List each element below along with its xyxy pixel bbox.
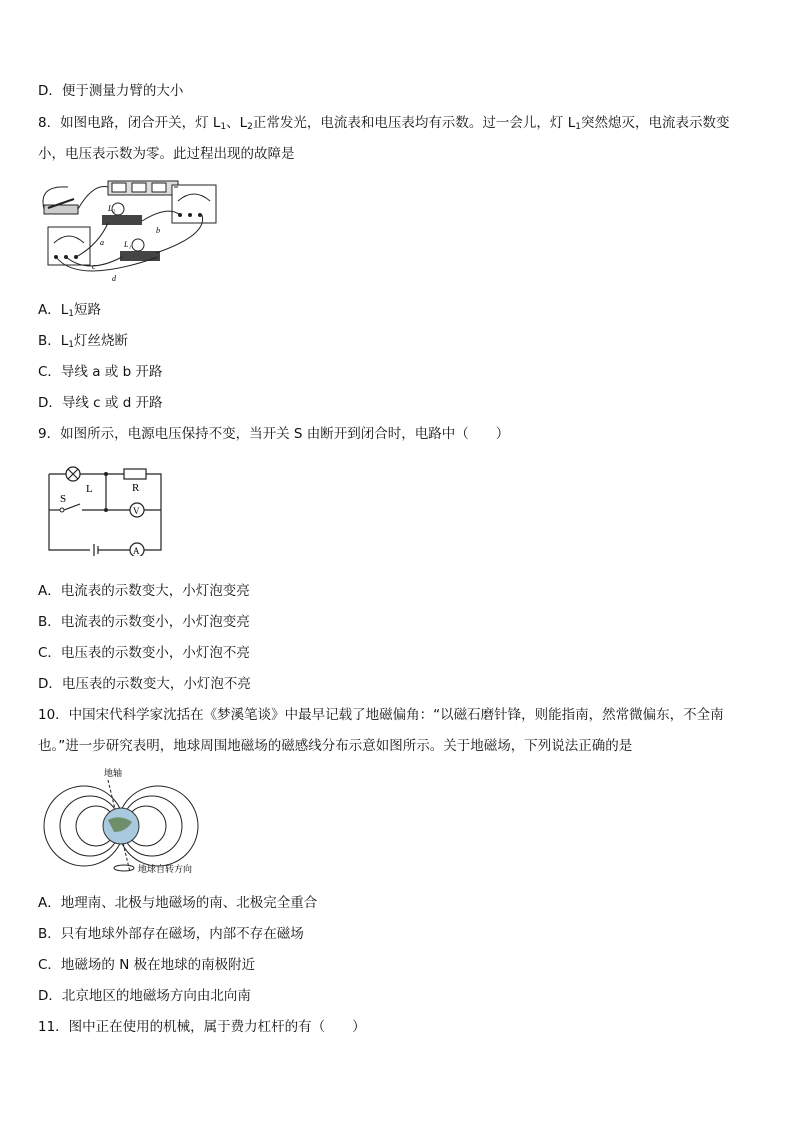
q10-earth-field-figure: [40, 766, 210, 878]
q9-stem: 9．如图所示，电源电压保持不变，当开关 S 由断开到闭合时，电路中（ ）: [38, 426, 510, 442]
q9-circuit-figure: [44, 460, 168, 556]
q8-fig-label-b: b: [156, 226, 160, 235]
q9-option-d: D．电压表的示数变大，小灯泡不亮: [38, 676, 251, 692]
q10-option-b: B．只有地球外部存在磁场，内部不存在磁场: [38, 926, 304, 942]
q9-fig-label-l: L: [86, 483, 93, 495]
q9-fig-label-a: A: [133, 546, 140, 556]
q10-fig-label-rotation: 地球自转方向: [138, 865, 193, 875]
q8-stem-line2: 小，电压表示数为零。此过程出现的故障是: [38, 146, 295, 162]
q10-option-a: A．地理南、北极与地磁场的南、北极完全重合: [38, 895, 318, 911]
q8-option-d: D．导线 c 或 d 开路: [38, 395, 163, 411]
q8-fig-label-l1: L₁: [124, 240, 132, 249]
q8-fig-label-c: c: [92, 262, 96, 271]
q8-circuit-figure: [38, 175, 224, 287]
q9-fig-label-v: V: [133, 506, 140, 516]
q10-stem-line1: 10．中国宋代科学家沈括在《梦溪笔谈》中最早记载了地磁偏角：“以磁石磨针锋，则能指南，然常微偏东，不全南: [38, 707, 724, 723]
q10-fig-label-axis: 地轴: [104, 769, 123, 779]
q9-option-a: A．电流表的示数变大，小灯泡变亮: [38, 583, 250, 599]
q10-option-d: D．北京地区的地磁场方向由北向南: [38, 988, 251, 1004]
q8-option-a: A．$L_1$短路: [38, 302, 101, 319]
q10-option-c: C．地磁场的 N 极在地球的南极附近: [38, 957, 256, 973]
q8-stem-line1: 8．如图电路，闭合开关，灯 $L_1$、$L_2$正常发光，电流表和电压表均有示数。过一会儿，灯 $L_1$突然熄灭，电流表示数变: [38, 115, 730, 132]
q9-fig-label-s: S: [60, 493, 67, 505]
q7-option-d: D．便于测量力臂的大小: [38, 83, 184, 99]
q11-stem: 11．图中正在使用的机械，属于费力杠杆的有（ ）: [38, 1019, 366, 1035]
q9-option-b: B．电流表的示数变小，小灯泡变亮: [38, 614, 250, 630]
q8-fig-label-a: a: [100, 238, 104, 247]
q8-fig-label-d: d: [112, 274, 116, 283]
q8-fig-label-l2: L₂: [108, 204, 116, 213]
q9-fig-label-r: R: [132, 482, 140, 494]
q8-option-c: C．导线 a 或 b 开路: [38, 364, 163, 380]
q9-option-c: C．电压表的示数变小，小灯泡不亮: [38, 645, 250, 661]
q10-stem-line2: 也。”进一步研究表明，地球周围地磁场的磁感线分布示意如图所示。关于地磁场，下列说法正确的是: [38, 738, 633, 754]
q8-option-b: B．$L_1$灯丝烧断: [38, 333, 129, 350]
